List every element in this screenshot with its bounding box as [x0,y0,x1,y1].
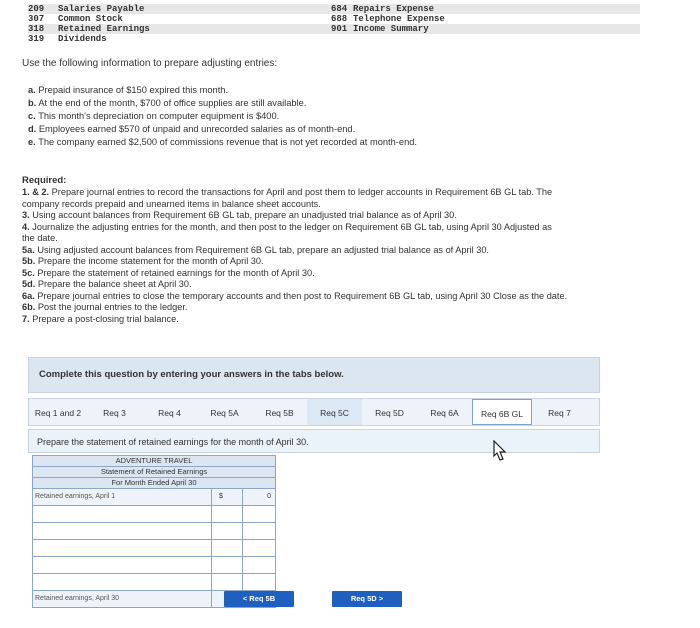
required-num: 7. [22,313,30,324]
required-num: 3. [22,210,30,220]
required-line [22,222,662,234]
account-number: 319 [28,34,45,44]
info-text: Prepaid insurance of $150 expired this month. [38,85,229,95]
account-name: Retained Earnings [58,24,150,34]
accounts-row [28,14,640,24]
required-line [22,268,662,280]
column-divider [211,540,212,556]
next-req-button[interactable]: Req 5D > [332,591,402,607]
column-divider [242,557,243,573]
required-line [22,302,662,314]
required-text: Journalize the adjusting entries for the month, and then post to the ledger on Requirement 6B GL tab, using April 30 Adjusted as [32,221,552,232]
required-line [22,279,662,291]
statement-title: Statement of Retained Earnings [33,467,275,478]
info-letter: d. [28,124,37,134]
statement-input-row[interactable] [32,557,276,574]
row-value: 0 [267,493,271,500]
info-text: At the end of the month, $700 of office supplies are still available. [38,98,307,108]
account-name: Salaries Payable [58,4,145,14]
statement-period: For Month Ended April 30 [111,478,197,487]
column-divider [211,557,212,573]
currency-symbol: $ [219,493,223,500]
column-divider [242,489,243,505]
instructions-text: Complete this question by entering your answers in the tabs below. [39,369,344,380]
info-list [28,84,417,149]
info-letter: a. [28,85,36,95]
required-text: company records prepaid and unearned items in balance sheet accounts. [22,198,321,209]
required-text: Prepare journal entries to close the temporary accounts and then post to Requirement 6B GL tab, using April 30 Close as the date. [37,290,568,301]
column-divider [242,506,243,522]
account-number: 901 [331,24,348,34]
required-num: 5c. [22,267,35,278]
info-item [28,97,417,110]
info-letter: b. [28,98,37,108]
required-num: 6b. [22,302,36,312]
statement-input-row[interactable] [32,574,276,591]
required-line [22,233,662,245]
column-divider [211,591,212,607]
account-number: 209 [28,4,45,14]
required-line [22,199,662,211]
column-divider [242,574,243,590]
prompt-bar [28,429,600,453]
accounts-row [28,24,640,34]
tab-bar [28,398,600,426]
required-line [22,245,662,257]
required-line [22,187,662,199]
accounts-row [28,4,640,14]
row-label: Retained earnings, April 30 [35,595,120,602]
required-text: Prepare journal entries to record the transactions for April and post them to ledger accounts in Requirement 6B GL tab. The [51,187,553,197]
row-label: Retained earnings, April 1 [35,493,116,500]
required-section [22,174,662,325]
required-text: the date. [22,233,58,243]
tab-req-3[interactable]: Req 3 [103,408,126,418]
required-heading: Required: [22,175,67,186]
info-text: Employees earned $570 of unpaid and unrecorded salaries as of month-end. [38,124,356,134]
tab-req-6b-gl[interactable]: Req 6B GL [472,399,532,425]
required-text: Prepare a post-closing trial balance. [32,313,179,324]
required-line [22,210,662,222]
statement-header [32,455,276,489]
tab-req-5a[interactable]: Req 5A [210,408,239,418]
column-divider [211,523,212,539]
required-num: 5d. [22,279,36,289]
column-divider [211,506,212,522]
info-title: Use the following information to prepare adjusting entries: [22,58,278,69]
required-text: Prepare the income statement for the month of April 30. [37,256,264,266]
prev-req-button[interactable]: < Req 5B [224,591,294,607]
tab-req-4[interactable]: Req 4 [158,408,181,418]
account-number: 688 [331,14,348,24]
account-number: 684 [331,4,348,14]
account-number: 318 [28,24,45,34]
account-name: Dividends [58,34,107,44]
mouse-cursor-icon [490,440,508,462]
required-text: Using account balances from Requirement 6B GL tab, prepare an unadjusted trial balance as of April 30. [32,210,457,220]
required-num: 6a. [22,290,35,301]
info-item [28,84,417,97]
retained-earnings-statement [32,455,276,608]
instructions-panel [28,357,600,393]
accounts-row [28,34,640,44]
statement-input-row[interactable] [32,540,276,557]
required-text: Post the journal entries to the ledger. [37,302,188,312]
info-letter: e. [28,137,36,147]
required-text: Prepare the balance sheet at April 30. [37,279,192,289]
required-text: Prepare the statement of retained earnings for the month of April 30. [37,267,315,278]
statement-row [32,489,276,506]
required-line [22,314,662,326]
accounts-table [28,0,640,48]
company-name: ADVENTURE TRAVEL [33,456,275,467]
account-number: 307 [28,14,45,24]
statement-input-row[interactable] [32,506,276,523]
info-item [28,136,417,149]
info-letter: c. [28,111,36,121]
account-name: Telephone Expense [353,14,445,24]
column-divider [242,540,243,556]
tab-req-6a[interactable]: Req 6A [430,408,459,418]
info-text: This month's depreciation on computer equipment is $400. [38,111,280,121]
column-divider [211,489,212,505]
tab-req-5c[interactable]: Req 5C [307,399,362,425]
required-line [22,256,662,268]
required-num: 5a. [22,244,35,255]
statement-input-row[interactable] [32,523,276,540]
required-text: Using adjusted account balances from Requirement 6B GL tab, prepare an adjusted trial balance as of April 30. [37,244,489,255]
column-divider [211,574,212,590]
account-name: Income Summary [353,24,429,34]
required-num: 1. & 2. [22,187,50,197]
account-name: Common Stock [58,14,123,24]
info-item [28,110,417,123]
info-text: The company earned $2,500 of commissions revenue that is not yet recorded at month-end. [38,137,417,147]
tab-req-1-and-2[interactable]: Req 1 and 2 [34,408,82,418]
required-num: 5b. [22,256,36,266]
account-name: Repairs Expense [353,4,435,14]
prompt-text: Prepare the statement of retained earnings for the month of April 30. [37,437,309,447]
required-line [22,291,662,303]
tab-req-5b[interactable]: Req 5B [265,408,294,418]
tab-req-5d[interactable]: Req 5D [375,408,404,418]
required-num: 4. [22,221,30,232]
tab-req-7[interactable]: Req 7 [548,408,571,418]
column-divider [242,523,243,539]
info-item [28,123,417,136]
